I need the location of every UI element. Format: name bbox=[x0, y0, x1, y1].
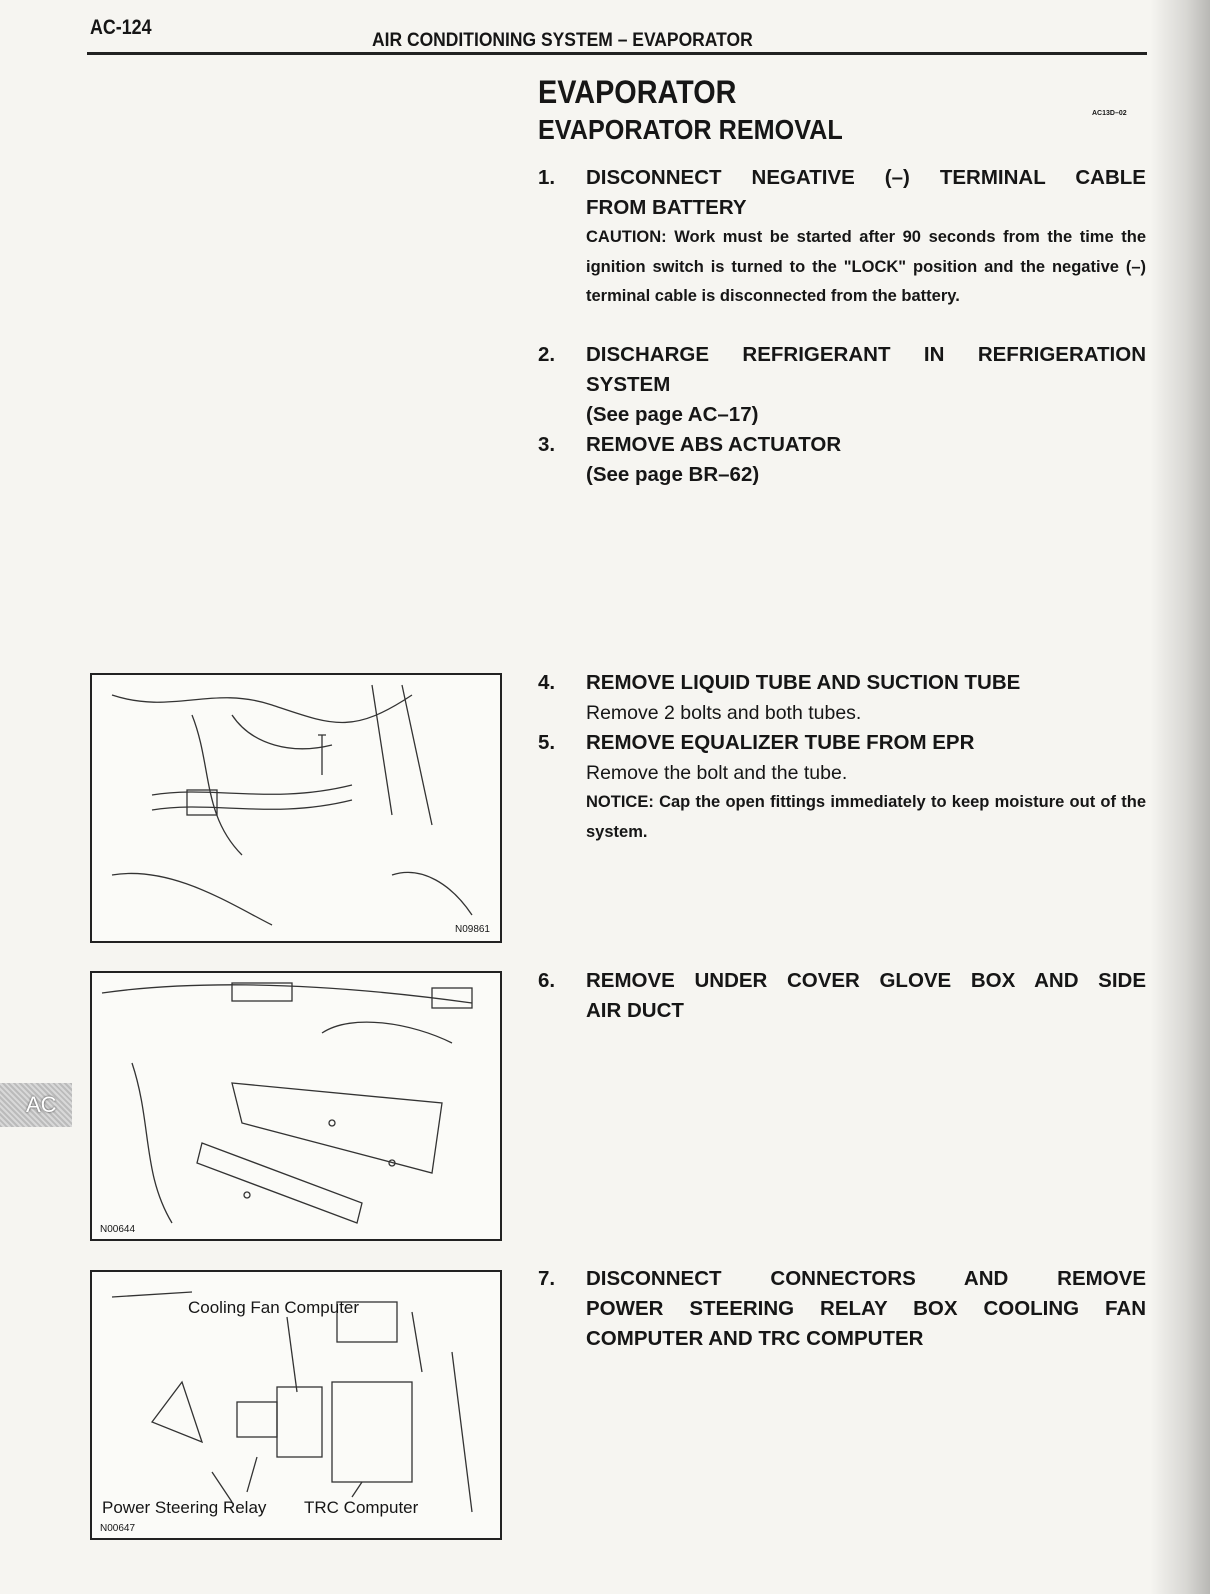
step-number: 4. bbox=[538, 671, 556, 694]
step-title: REMOVE UNDER COVER GLOVE BOX AND SIDE bbox=[586, 969, 1146, 992]
step-2 bbox=[538, 340, 1146, 430]
step-title: DISCONNECT CONNECTORS AND REMOVE bbox=[586, 1267, 1146, 1290]
header-rule bbox=[87, 52, 1147, 55]
step-7 bbox=[538, 1264, 1146, 1354]
figure-id: N09861 bbox=[454, 924, 490, 935]
step-title: COMPUTER AND TRC COMPUTER bbox=[586, 1327, 924, 1350]
step-number: 6. bbox=[538, 969, 556, 992]
step-number: 5. bbox=[538, 731, 556, 754]
step-title: DISCONNECT NEGATIVE (–) TERMINAL CABLE bbox=[586, 166, 1146, 189]
figure-id: N00647 bbox=[100, 1523, 136, 1534]
step-number: 7. bbox=[538, 1267, 556, 1290]
page-reference: (See page BR–62) bbox=[586, 463, 760, 486]
figure-id: N00644 bbox=[100, 1224, 136, 1235]
page-reference: (See page AC–17) bbox=[586, 403, 759, 426]
step-number: 2. bbox=[538, 343, 556, 366]
section-tab-label: AC bbox=[26, 1092, 57, 1117]
section-tab bbox=[0, 1083, 72, 1127]
step-title: REMOVE ABS ACTUATOR bbox=[586, 433, 842, 456]
tube-illustration bbox=[92, 675, 500, 941]
running-title: AIR CONDITIONING SYSTEM – EVAPORATOR bbox=[372, 30, 753, 51]
step-title: DISCHARGE REFRIGERANT IN REFRIGERATION bbox=[586, 343, 1146, 366]
page-edge-shadow bbox=[1150, 0, 1210, 1594]
step-text: Remove 2 bolts and both tubes. bbox=[586, 702, 862, 724]
figure-computers bbox=[90, 1270, 502, 1540]
step-number: 1. bbox=[538, 166, 556, 189]
label-trc-computer: TRC Computer bbox=[304, 1498, 419, 1517]
doc-code: AC13D–02 bbox=[1092, 110, 1127, 117]
step-text: Remove the bolt and the tube. bbox=[586, 762, 848, 784]
caution-note: CAUTION: Work must be started after 90 seconds from the time the ignition switch is turned to the "LOCK" position and the negative (–) terminal cable is disconnected from the battery. bbox=[586, 228, 1146, 305]
section-title: EVAPORATOR bbox=[538, 74, 737, 110]
step-title: REMOVE LIQUID TUBE AND SUCTION TUBE bbox=[586, 671, 1021, 694]
figure-tubes bbox=[90, 673, 502, 943]
label-cooling-fan-computer: Cooling Fan Computer bbox=[188, 1298, 360, 1317]
step-title: SYSTEM bbox=[586, 373, 671, 396]
step-3 bbox=[538, 430, 1146, 490]
figure-glove-box bbox=[90, 971, 502, 1241]
notice-note: NOTICE: Cap the open fittings immediately to keep moisture out of the system. bbox=[586, 793, 1146, 841]
step-title: AIR DUCT bbox=[586, 999, 684, 1022]
step-title: FROM BATTERY bbox=[586, 196, 747, 219]
step-1 bbox=[538, 163, 1146, 312]
label-power-steering-relay: Power Steering Relay bbox=[102, 1498, 267, 1517]
step-title: REMOVE EQUALIZER TUBE FROM EPR bbox=[586, 731, 975, 754]
page-number: AC-124 bbox=[90, 16, 152, 39]
glove-box-illustration bbox=[92, 973, 500, 1239]
step-5 bbox=[538, 728, 1146, 847]
step-6 bbox=[538, 966, 1146, 1026]
section-subtitle: EVAPORATOR REMOVAL bbox=[538, 114, 843, 145]
step-number: 3. bbox=[538, 433, 556, 456]
step-4 bbox=[538, 668, 1146, 728]
step-title: POWER STEERING RELAY BOX COOLING FAN bbox=[586, 1297, 1146, 1320]
